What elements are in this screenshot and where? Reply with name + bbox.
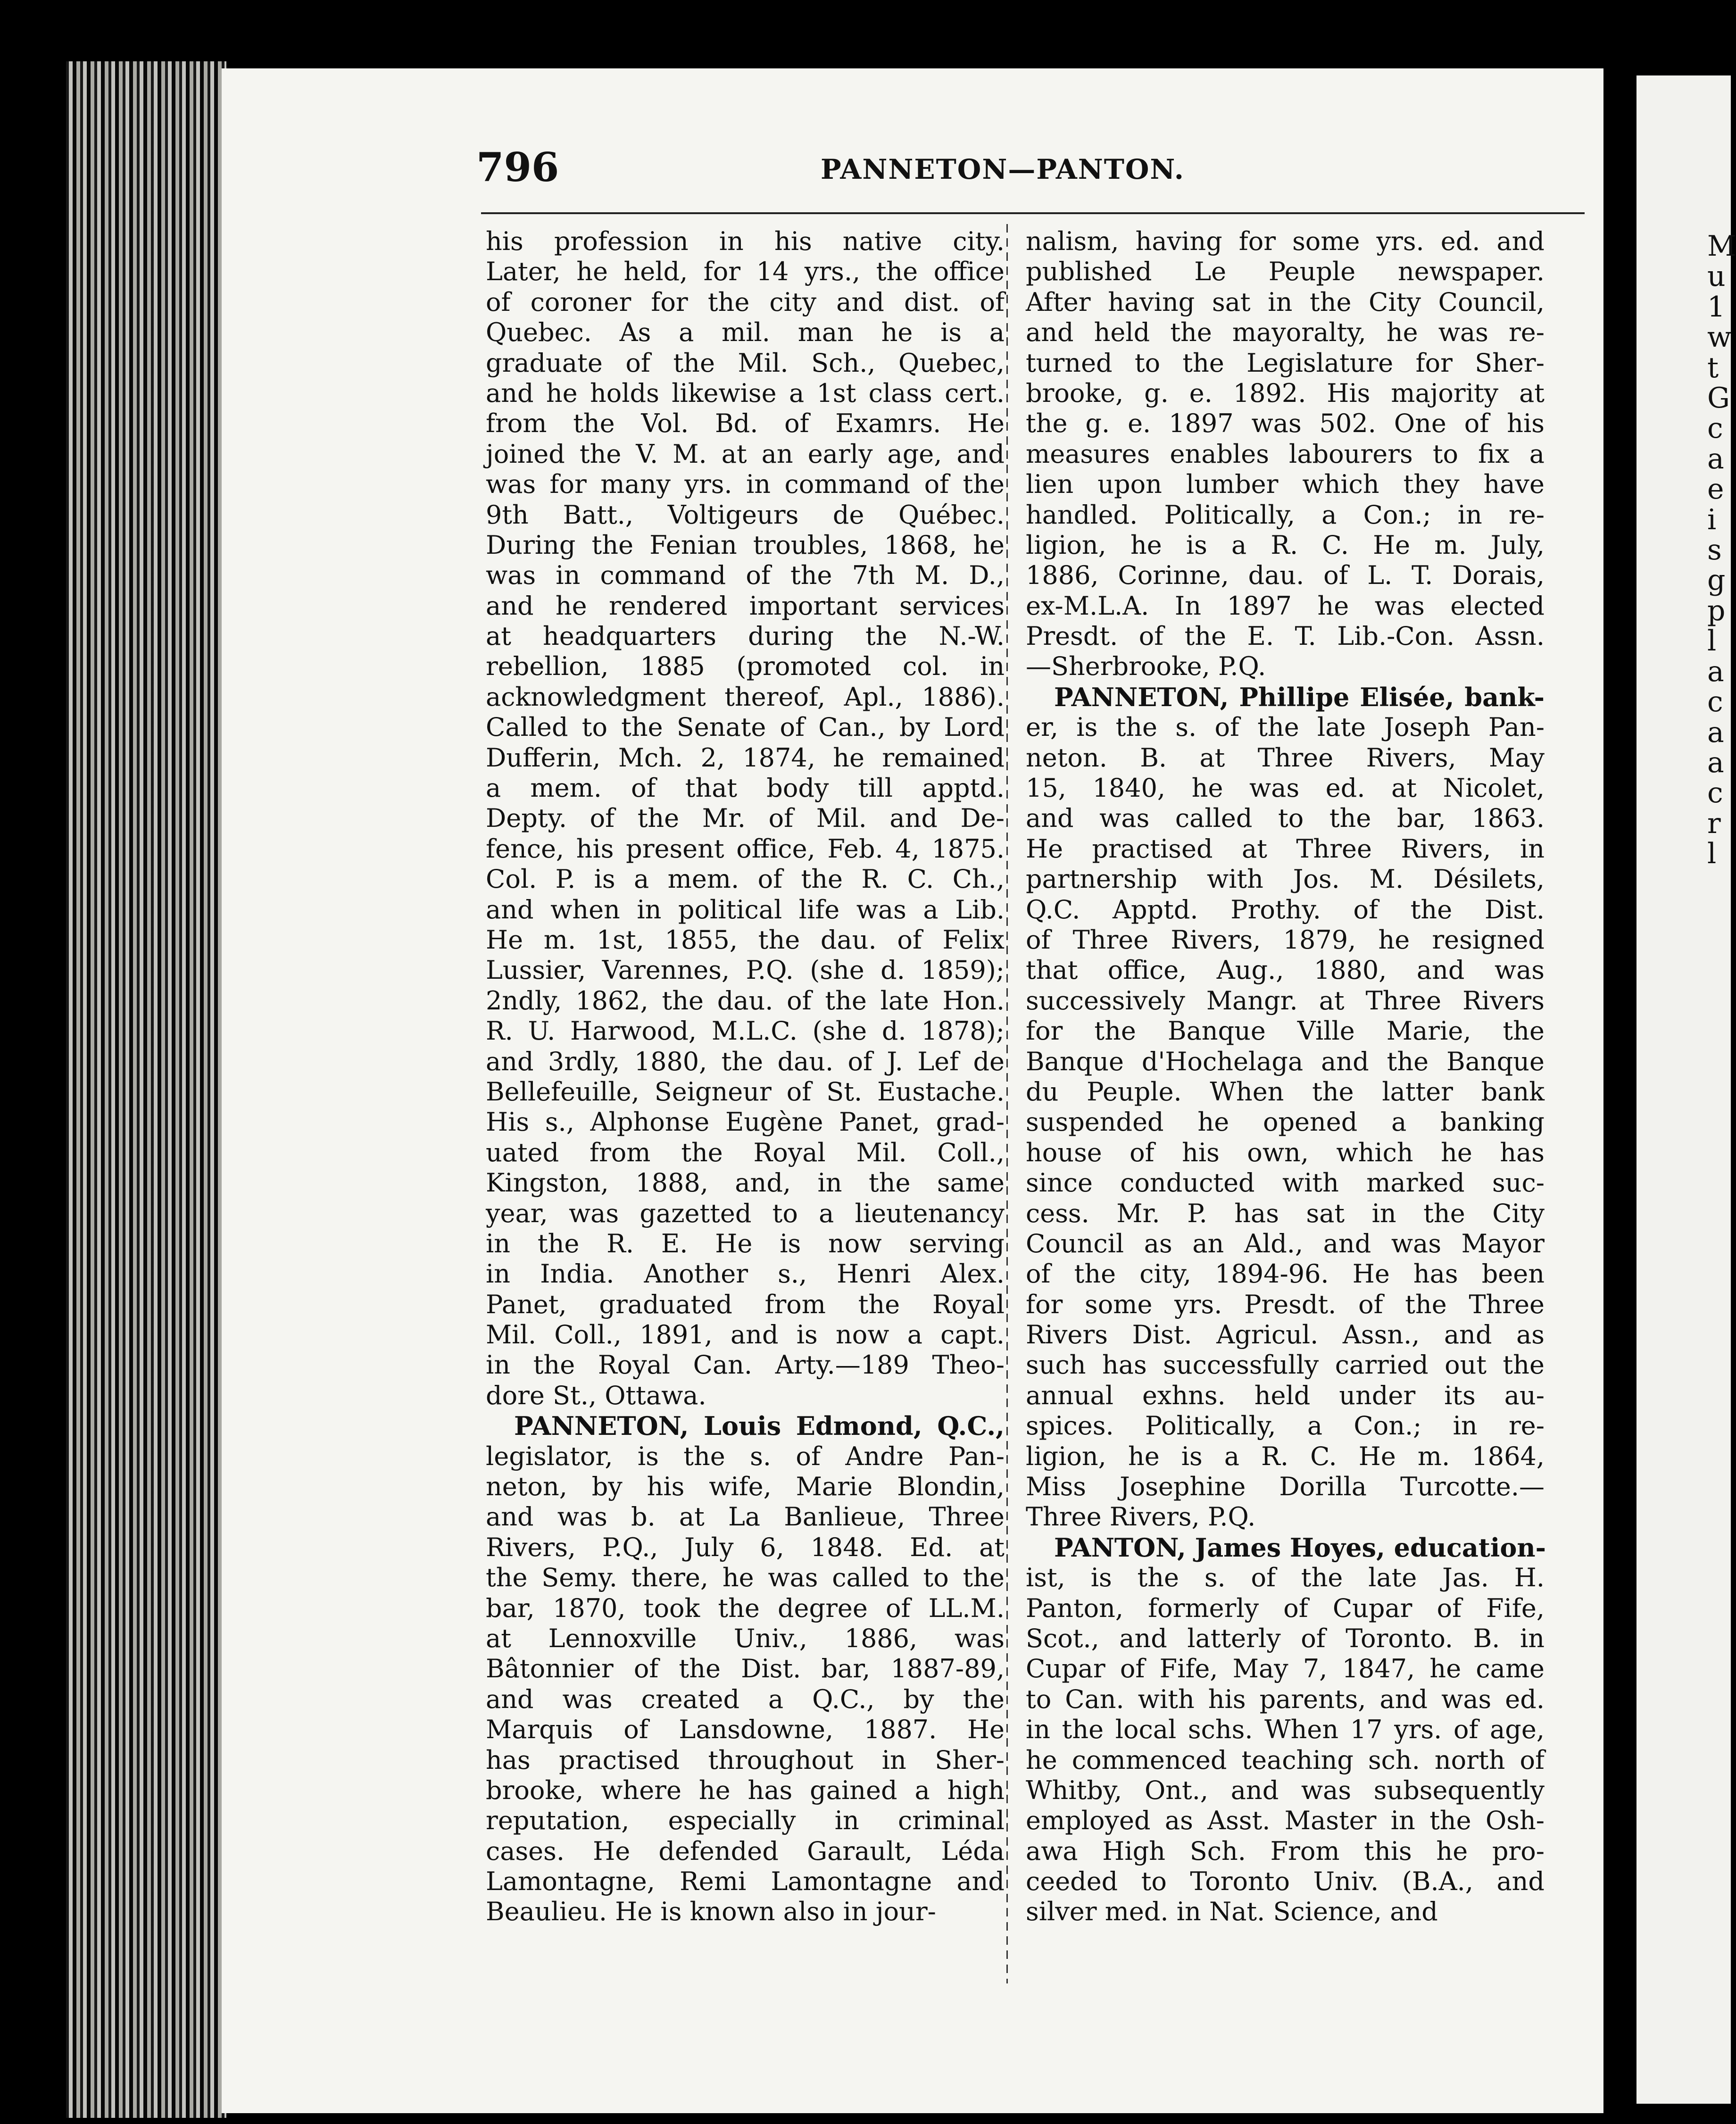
text-line: rebellion, 1885 (promoted col. in — [486, 651, 1005, 682]
text-line: His s., Alphonse Eugène Panet, grad- — [486, 1107, 1005, 1137]
text-line: Panton, formerly of Cupar of Fife, — [1026, 1593, 1545, 1623]
text-line: since conducted with marked suc- — [1026, 1168, 1545, 1198]
column-divider — [1006, 224, 1008, 1983]
text-line: of Three Rivers, 1879, he resigned — [1026, 925, 1545, 955]
text-line: Quebec. As a mil. man he is a — [486, 317, 1005, 348]
header-rule — [481, 212, 1585, 214]
text-line: of the city, 1894-96. He has been — [1026, 1259, 1545, 1289]
text-line: was for many yrs. in command of the — [486, 469, 1005, 500]
adjacent-page-letter: u — [1707, 260, 1726, 293]
adjacent-page-letter: l — [1707, 625, 1717, 658]
text-line: du Peuple. When the latter bank — [1026, 1076, 1545, 1107]
text-line: bar, 1870, took the degree of LL.M. — [486, 1593, 1005, 1623]
text-line: Panet, graduated from the Royal — [486, 1289, 1005, 1319]
text-line: for some yrs. Presdt. of the Three — [1026, 1289, 1545, 1319]
book-gutter-edge — [66, 61, 226, 2118]
text-line: published Le Peuple newspaper. — [1026, 257, 1545, 287]
adjacent-page-letter: t — [1707, 351, 1719, 384]
text-line: Marquis of Lansdowne, 1887. He — [486, 1715, 1005, 1745]
entry-headline: PANTON, James Hoyes, education- — [1054, 1532, 1546, 1563]
text-line: in India. Another s., Henri Alex. — [486, 1259, 1005, 1289]
text-line: year, was gazetted to a lieutenancy — [486, 1198, 1005, 1228]
text-line: he commenced teaching sch. north of — [1026, 1745, 1545, 1775]
text-line: He practised at Three Rivers, in — [1026, 833, 1545, 864]
text-line: and he holds likewise a 1st class cert. — [486, 378, 1005, 408]
book-page — [222, 68, 1603, 2113]
text-line: ex-M.L.A. In 1897 he was elected — [1026, 591, 1545, 621]
adjacent-page-letter: g — [1707, 564, 1726, 597]
text-line: Rivers Dist. Agricul. Assn., and as — [1026, 1320, 1545, 1350]
text-line: employed as Asst. Master in the Osh- — [1026, 1806, 1545, 1836]
text-line: Dufferin, Mch. 2, 1874, he remained — [486, 742, 1005, 773]
text-line: uated from the Royal Mil. Coll., — [486, 1137, 1005, 1167]
left-column — [486, 226, 1005, 1927]
text-line: Lamontagne, Remi Lamontagne and — [486, 1866, 1005, 1897]
text-line: and was b. at La Banlieue, Three — [486, 1502, 1005, 1532]
text-line: ist, is the s. of the late Jas. H. — [1026, 1563, 1545, 1593]
text-line: R. U. Harwood, M.L.C. (she d. 1878); — [486, 1016, 1005, 1046]
text-line: for the Banque Ville Marie, the — [1026, 1016, 1545, 1046]
text-line: joined the V. M. at an early age, and — [486, 439, 1005, 469]
text-line: He m. 1st, 1855, the dau. of Felix — [486, 925, 1005, 955]
text-line: at headquarters during the N.-W. — [486, 621, 1005, 651]
text-line: brooke, where he has gained a high — [486, 1775, 1005, 1805]
text-line: Col. P. is a mem. of the R. C. Ch., — [486, 864, 1005, 894]
text-line: and when in political life was a Lib. — [486, 894, 1005, 925]
page-title: PANNETON—PANTON. — [821, 153, 1185, 185]
text-line: Cupar of Fife, May 7, 1847, he came — [1026, 1654, 1545, 1684]
text-line: house of his own, which he has — [1026, 1137, 1545, 1167]
text-line: cases. He defended Garault, Léda — [486, 1836, 1005, 1866]
text-line: graduate of the Mil. Sch., Quebec, — [486, 348, 1005, 378]
text-line: suspended he opened a banking — [1026, 1107, 1545, 1137]
text-line: Mil. Coll., 1891, and is now a capt. — [486, 1320, 1005, 1350]
text-line: Presdt. of the E. T. Lib.-Con. Assn. — [1026, 621, 1545, 651]
text-line: Q.C. Apptd. Prothy. of the Dist. — [1026, 894, 1545, 925]
text-line: Three Rivers, P.Q. — [1026, 1502, 1256, 1532]
text-line: the g. e. 1897 was 502. One of his — [1026, 408, 1545, 439]
adjacent-page-letter: 1 — [1707, 290, 1726, 324]
text-line: the Semy. there, he was called to the — [486, 1563, 1005, 1593]
text-line: and 3rdly, 1880, the dau. of J. Lef de — [486, 1046, 1005, 1076]
text-line: to Can. with his parents, and was ed. — [1026, 1684, 1545, 1714]
adjacent-page-letter: a — [1707, 716, 1724, 749]
text-line: annual exhns. held under its au- — [1026, 1380, 1545, 1410]
adjacent-page-letter: l — [1707, 837, 1717, 871]
text-line: 9th Batt., Voltigeurs de Québec. — [486, 500, 1005, 530]
text-line: of coroner for the city and dist. of — [486, 287, 1005, 317]
text-line: and held the mayoralty, he was re- — [1026, 317, 1545, 348]
text-line: er, is the s. of the late Joseph Pan- — [1026, 712, 1545, 742]
text-line: Lussier, Varennes, P.Q. (she d. 1859); — [486, 955, 1005, 985]
text-line: Whitby, Ont., and was subsequently — [1026, 1775, 1545, 1805]
text-line: —Sherbrooke, P.Q. — [1026, 651, 1266, 682]
text-line: Bellefeuille, Seigneur of St. Eustache. — [486, 1076, 1005, 1107]
text-line: that office, Aug., 1880, and was — [1026, 955, 1545, 985]
text-line: Banque d'Hochelaga and the Banque — [1026, 1046, 1545, 1076]
text-line: lien upon lumber which they have — [1026, 469, 1545, 500]
text-line: successively Mangr. at Three Rivers — [1026, 985, 1545, 1016]
text-line: acknowledgment thereof, Apl., 1886). — [486, 682, 1005, 712]
text-line: Council as an Ald., and was Mayor — [1026, 1228, 1545, 1258]
text-line: After having sat in the City Council, — [1026, 287, 1545, 317]
adjacent-page-letter: a — [1707, 746, 1724, 779]
text-line: partnership with Jos. M. Désilets, — [1026, 864, 1545, 894]
text-line: has practised throughout in Sher- — [486, 1745, 1005, 1775]
text-line: Bâtonnier of the Dist. bar, 1887-89, — [486, 1654, 1005, 1684]
text-line: fence, his present office, Feb. 4, 1875. — [486, 833, 1005, 864]
text-line: from the Vol. Bd. of Examrs. He — [486, 408, 1005, 439]
text-line: at Lennoxville Univ., 1886, was — [486, 1623, 1005, 1653]
text-line: Beaulieu. He is known also in jour- — [486, 1897, 936, 1927]
adjacent-page-letter: i — [1707, 503, 1717, 536]
adjacent-page-letter: c — [1707, 685, 1723, 719]
text-line: in the R. E. He is now serving — [486, 1228, 1005, 1258]
text-line: legislator, is the s. of Andre Pan- — [486, 1441, 1005, 1471]
text-line: brooke, g. e. 1892. His majority at — [1026, 378, 1545, 408]
text-line: nalism, having for some yrs. ed. and — [1026, 226, 1545, 256]
adjacent-page-letter: c — [1707, 412, 1723, 445]
adjacent-page-letter: p — [1707, 594, 1726, 627]
text-line: ceeded to Toronto Univ. (B.A., and — [1026, 1866, 1545, 1897]
text-line: awa High Sch. From this he pro- — [1026, 1836, 1545, 1866]
text-line: Depty. of the Mr. of Mil. and De- — [486, 803, 1005, 833]
adjacent-page-letter: w — [1707, 321, 1732, 354]
text-line: measures enables labourers to fix a — [1026, 439, 1545, 469]
text-line: ligion, he is a R. C. He m. July, — [1026, 530, 1545, 560]
text-line: Rivers, P.Q., July 6, 1848. Ed. at — [486, 1532, 1005, 1562]
entry-headline: PANNETON, Phillipe Elisée, bank- — [1054, 682, 1545, 712]
adjacent-page-letter: e — [1707, 473, 1724, 506]
text-line: Later, he held, for 14 yrs., the office — [486, 257, 1005, 287]
text-line: Kingston, 1888, and, in the same — [486, 1168, 1005, 1198]
text-line: in the local schs. When 17 yrs. of age, — [1026, 1715, 1545, 1745]
adjacent-page-fragment — [1636, 75, 1736, 2104]
entry-headline: PANNETON, Louis Edmond, Q.C., — [514, 1411, 1005, 1441]
adjacent-page-letter: a — [1707, 442, 1724, 475]
text-line: dore St., Ottawa. — [486, 1380, 706, 1410]
text-line: was in command of the 7th M. D., — [486, 560, 1005, 591]
text-line: his profession in his native city. — [486, 226, 1005, 256]
text-line: 15, 1840, he was ed. at Nicolet, — [1026, 773, 1545, 803]
text-line: Scot., and latterly of Toronto. B. in — [1026, 1623, 1545, 1653]
text-line: reputation, especially in criminal — [486, 1806, 1005, 1836]
text-line: ligion, he is a R. C. He m. 1864, — [1026, 1441, 1545, 1471]
text-line: and he rendered important services — [486, 591, 1005, 621]
text-line: 2ndly, 1862, the dau. of the late Hon. — [486, 985, 1005, 1016]
adjacent-page-letter: s — [1707, 533, 1722, 567]
text-line: turned to the Legislature for Sher- — [1026, 348, 1545, 378]
page-number: 796 — [476, 144, 559, 191]
text-line: neton. B. at Three Rivers, May — [1026, 742, 1545, 773]
text-line: and was called to the bar, 1863. — [1026, 803, 1545, 833]
text-line: Called to the Senate of Can., by Lord — [486, 712, 1005, 742]
adjacent-page-letter: r — [1707, 807, 1721, 840]
text-line: a mem. of that body till apptd. — [486, 773, 1005, 803]
adjacent-page-letter: M — [1707, 230, 1736, 263]
right-column — [1026, 226, 1545, 1927]
text-line: in the Royal Can. Arty.—189 Theo- — [486, 1350, 1005, 1380]
text-line: handled. Politically, a Con.; in re- — [1026, 500, 1545, 530]
text-line: such has successfully carried out the — [1026, 1350, 1545, 1380]
text-line: neton, by his wife, Marie Blondin, — [486, 1472, 1005, 1502]
text-line: and was created a Q.C., by the — [486, 1684, 1005, 1714]
text-line: Miss Josephine Dorilla Turcotte.— — [1026, 1472, 1545, 1502]
adjacent-page-letter: a — [1707, 655, 1724, 688]
text-line: 1886, Corinne, dau. of L. T. Dorais, — [1026, 560, 1545, 591]
text-line: spices. Politically, a Con.; in re- — [1026, 1411, 1545, 1441]
text-line: cess. Mr. P. has sat in the City — [1026, 1198, 1545, 1228]
text-line: During the Fenian troubles, 1868, he — [486, 530, 1005, 560]
adjacent-page-letter: c — [1707, 776, 1723, 810]
text-line: silver med. in Nat. Science, and — [1026, 1897, 1438, 1927]
adjacent-page-letter: G — [1707, 382, 1730, 415]
